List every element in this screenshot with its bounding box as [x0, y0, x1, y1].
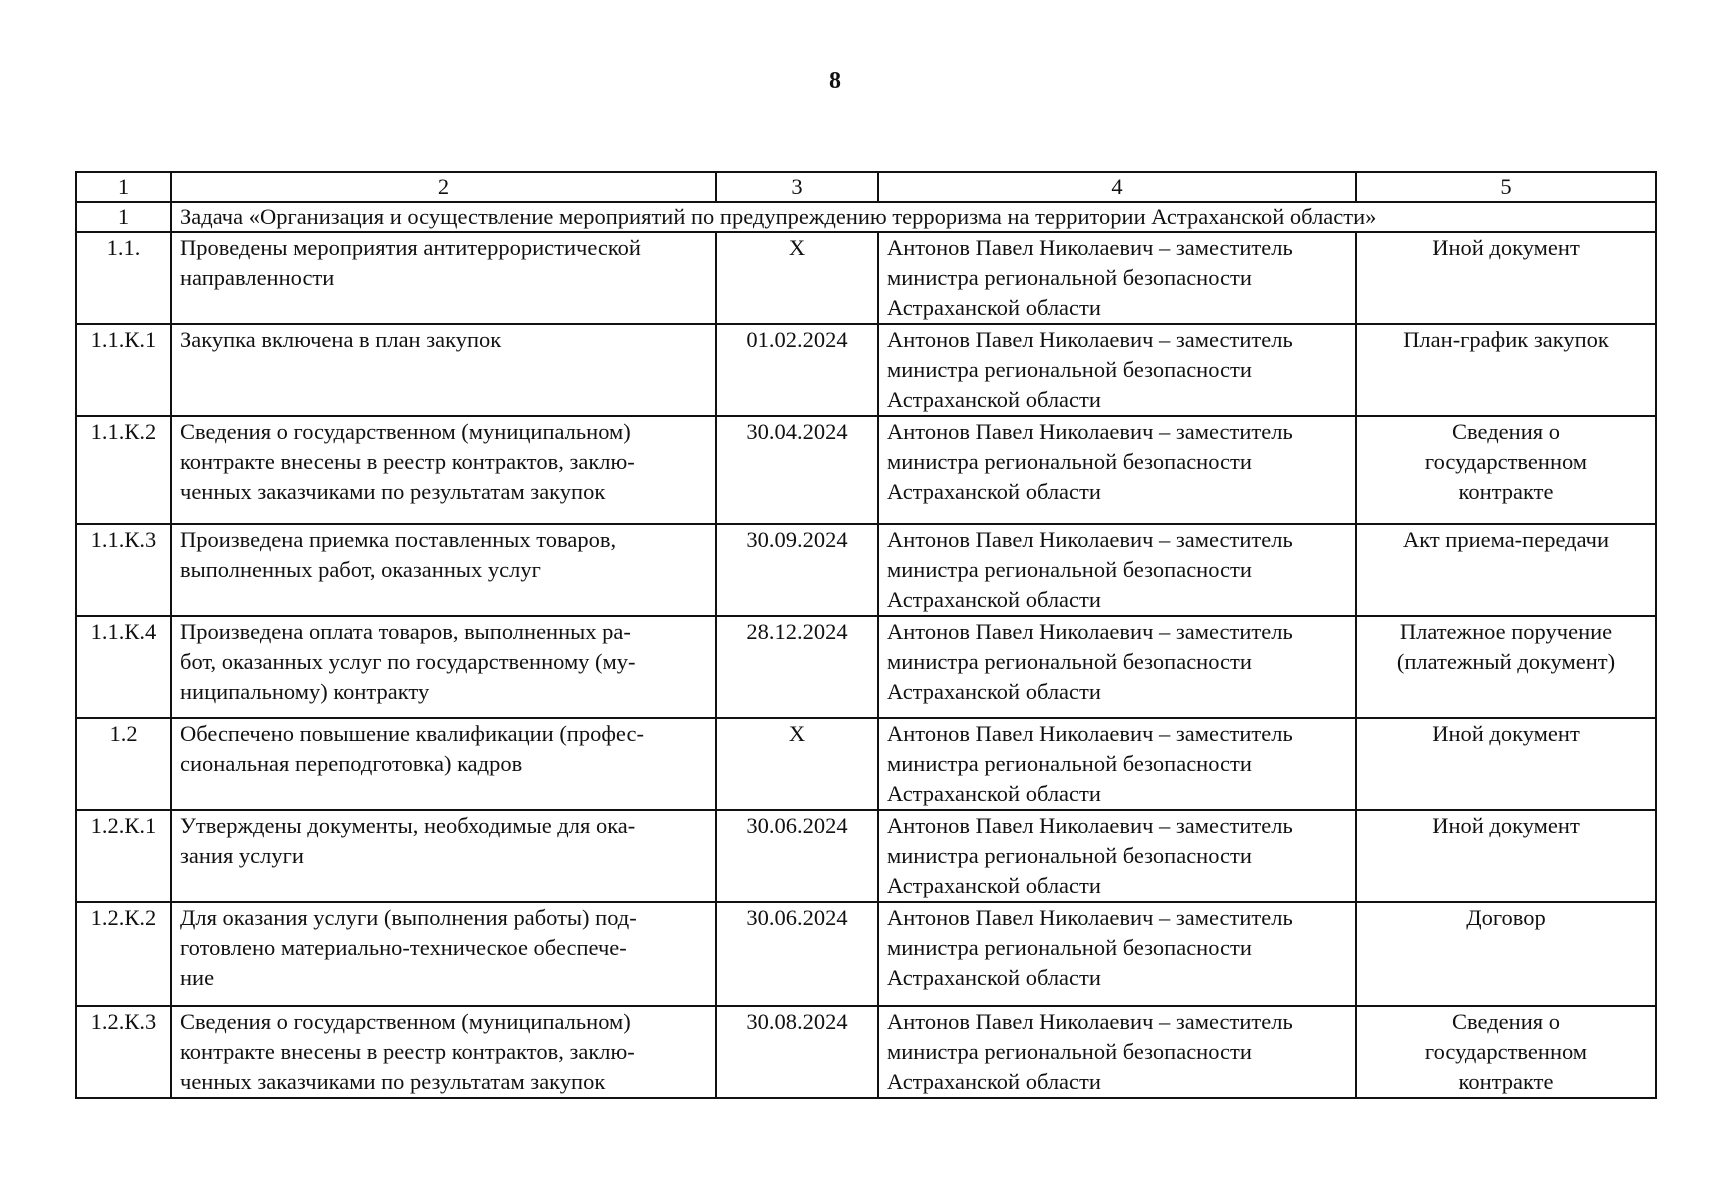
- row-date: 30.09.2024: [716, 524, 878, 616]
- row-responsible: Антонов Павел Николаевич – заместитель министра региональной безопасности Астраханской области: [878, 416, 1356, 524]
- row-date: 30.04.2024: [716, 416, 878, 524]
- row-document: Сведения о государственном контракте: [1356, 1006, 1656, 1098]
- row-number: 1.1.К.2: [76, 416, 171, 524]
- table-row: [76, 616, 1656, 718]
- task-title: [171, 202, 1656, 232]
- row-result-name: Сведения о государственном (муниципальном) контракте внесены в реестр контрактов, заклю- ченных заказчиками по результатам закупок: [171, 416, 716, 524]
- row-document: Сведения о государственном контракте: [1356, 416, 1656, 524]
- row-result-name: Проведены мероприятия антитеррористической направленности: [171, 232, 716, 324]
- row-responsible: Антонов Павел Николаевич – заместитель министра региональной безопасности Астраханской области: [878, 1006, 1356, 1098]
- row-number: 1.2.К.2: [76, 902, 171, 1006]
- column-number-4: 4: [878, 172, 1356, 202]
- table-row: [76, 810, 1656, 902]
- column-number-2: 2: [171, 172, 716, 202]
- table-row: [76, 232, 1656, 324]
- row-document: Договор: [1356, 902, 1656, 1006]
- row-number: 1.1.: [76, 232, 171, 324]
- column-number-5: 5: [1356, 172, 1656, 202]
- row-responsible: Антонов Павел Николаевич – заместитель министра региональной безопасности Астраханской области: [878, 524, 1356, 616]
- column-number-3: 3: [716, 172, 878, 202]
- table-row: [76, 1006, 1656, 1098]
- row-result-name: Произведена приемка поставленных товаров, выполненных работ, оказанных услуг: [171, 524, 716, 616]
- row-responsible: Антонов Павел Николаевич – заместитель министра региональной безопасности Астраханской области: [878, 232, 1356, 324]
- task-text: Задача «Организация и осуществление мероприятий по предупреждению терроризма на территории Астраханской области»: [180, 204, 1377, 229]
- row-date: 28.12.2024: [716, 616, 878, 718]
- row-responsible: Антонов Павел Николаевич – заместитель министра региональной безопасности Астраханской области: [878, 324, 1356, 416]
- row-date: X: [716, 232, 878, 324]
- row-document: Иной документ: [1356, 718, 1656, 810]
- row-responsible: Антонов Павел Николаевич – заместитель министра региональной безопасности Астраханской области: [878, 718, 1356, 810]
- row-document: Платежное поручение (платежный документ): [1356, 616, 1656, 718]
- row-document: Иной документ: [1356, 232, 1656, 324]
- row-number: 1.1.К.4: [76, 616, 171, 718]
- row-date: 30.06.2024: [716, 902, 878, 1006]
- task-number: 1: [76, 202, 171, 232]
- table-row: [76, 718, 1656, 810]
- row-number: 1.2.К.3: [76, 1006, 171, 1098]
- table-row: [76, 324, 1656, 416]
- row-result-name: Для оказания услуги (выполнения работы) под- готовлено материально-техническое обеспече- ние: [171, 902, 716, 1006]
- table-header-row: [76, 172, 1656, 202]
- column-number-1: 1: [76, 172, 171, 202]
- row-result-name: Сведения о государственном (муниципальном) контракте внесены в реестр контрактов, заклю- ченных заказчиками по результатам закупок: [171, 1006, 716, 1098]
- page-number: 8: [829, 68, 841, 94]
- row-number: 1.2.К.1: [76, 810, 171, 902]
- task-row: [76, 202, 1656, 232]
- row-number: 1.2: [76, 718, 171, 810]
- row-document: Акт приема-передачи: [1356, 524, 1656, 616]
- row-date: X: [716, 718, 878, 810]
- table-row: [76, 416, 1656, 524]
- row-date: 01.02.2024: [716, 324, 878, 416]
- row-document: Иной документ: [1356, 810, 1656, 902]
- row-result-name: Закупка включена в план закупок: [171, 324, 716, 416]
- row-result-name: Произведена оплата товаров, выполненных ра- бот, оказанных услуг по государственному (му- ниципальному) контракту: [171, 616, 716, 718]
- row-responsible: Антонов Павел Николаевич – заместитель министра региональной безопасности Астраханской области: [878, 902, 1356, 1006]
- row-responsible: Антонов Павел Николаевич – заместитель министра региональной безопасности Астраханской области: [878, 810, 1356, 902]
- row-result-name: Утверждены документы, необходимые для ока- зания услуги: [171, 810, 716, 902]
- plan-table: [75, 171, 1657, 1099]
- table-row: [76, 902, 1656, 1006]
- table-row: [76, 524, 1656, 616]
- row-date: 30.08.2024: [716, 1006, 878, 1098]
- row-document: План-график закупок: [1356, 324, 1656, 416]
- row-responsible: Антонов Павел Николаевич – заместитель министра региональной безопасности Астраханской области: [878, 616, 1356, 718]
- row-date: 30.06.2024: [716, 810, 878, 902]
- row-result-name: Обеспечено повышение квалификации (профес- сиональная переподготовка) кадров: [171, 718, 716, 810]
- row-number: 1.1.К.1: [76, 324, 171, 416]
- row-number: 1.1.К.3: [76, 524, 171, 616]
